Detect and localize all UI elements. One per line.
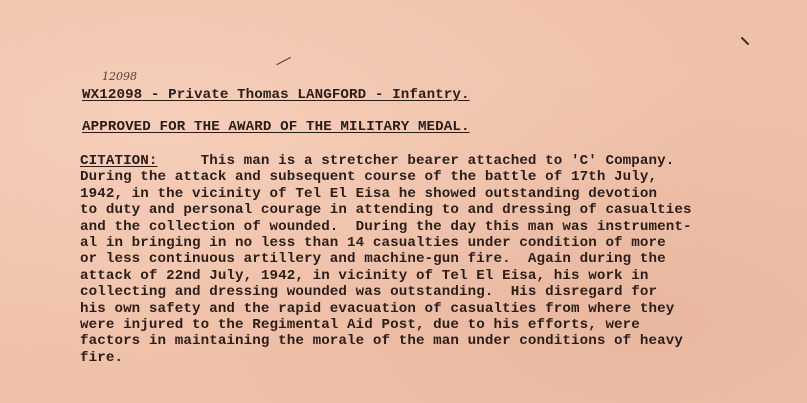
- citation-line: collecting and dressing wounded was outstanding. His disregard for: [80, 284, 658, 301]
- handwritten-number: 12098: [102, 70, 137, 83]
- citation-first-line: [80, 153, 692, 169]
- header-line: [82, 87, 470, 103]
- citation-line: During the attack and subsequent course of the battle of 17th July,: [80, 169, 658, 186]
- citation-line: 1942, in the vicinity of Tel El Eisa he showed outstanding devotion: [80, 185, 658, 202]
- citation-line: al in bringing in no less than 14 casualties under condition of more: [80, 235, 666, 252]
- citation-label: CITATION:: [80, 153, 158, 169]
- citation-line: were injured to the Regimental Aid Post, due to his efforts, were: [80, 317, 640, 334]
- citation-line: to duty and personal courage in attending to and dressing of casualties: [80, 202, 692, 219]
- citation-line: and the collection of wounded. During the day this man was instrument-: [80, 218, 692, 235]
- citation-line-0: This man is a stretcher bearer attached to 'C' Company.: [157, 153, 675, 169]
- citation-line: fire.: [80, 349, 124, 366]
- citation-line: or less continuous artillery and machine-gun fire. Again during the: [80, 251, 666, 268]
- service-number: WX12098: [82, 87, 143, 103]
- pen-tick-mark: [276, 57, 295, 74]
- citation-body: [80, 153, 692, 366]
- award-line: APPROVED FOR THE AWARD OF THE MILITARY MEDAL.: [82, 119, 470, 135]
- soldier-name-unit: - Private Thomas LANGFORD - Infantry.: [142, 87, 470, 103]
- corner-pen-mark: [741, 37, 749, 45]
- citation-line: attack of 22nd July, 1942, in vicinity of Tel El Eisa, his work in: [80, 267, 649, 284]
- citation-line: his own safety and the rapid evacuation of casualties from where they: [80, 300, 675, 317]
- citation-line: factors in maintaining the morale of the man under conditions of heavy: [80, 333, 683, 350]
